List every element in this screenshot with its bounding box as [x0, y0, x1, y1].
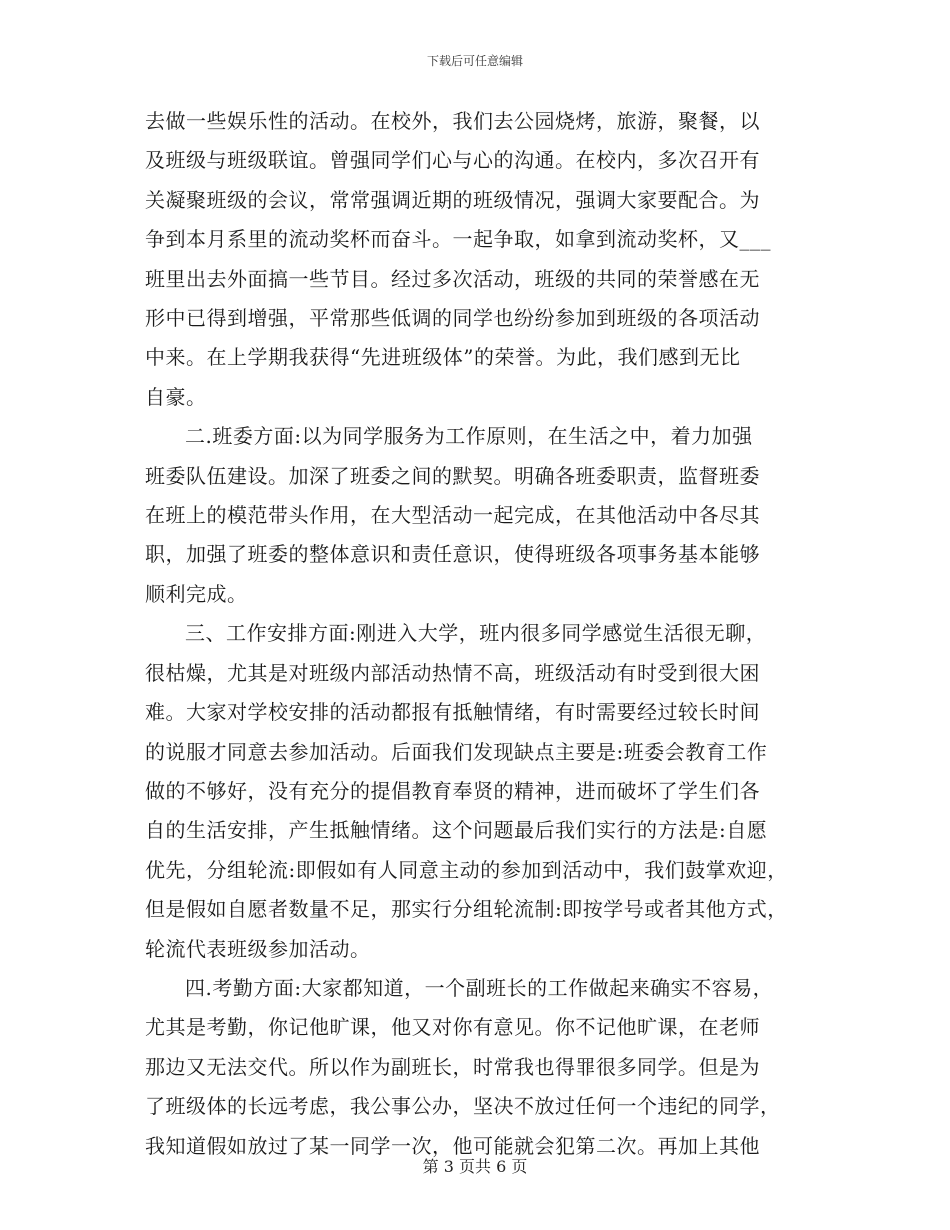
- paragraph-4: [145, 969, 815, 1166]
- text-line: 很枯燥，尤其是对班级内部活动热情不高，班级活动有时受到很大困: [145, 660, 760, 685]
- text-line: 我知道假如放过了某一同学一次，他可能就会犯第二次。再加上其他: [145, 1133, 760, 1158]
- page-header: 下载后可任意编辑: [426, 54, 523, 68]
- page-footer: 第 3 页共 6 页: [422, 1157, 528, 1176]
- text-line: 难。大家对学校安排的活动都报有抵触情绪，有时需要经过较长时间: [145, 700, 760, 725]
- paragraph-2: [145, 417, 815, 614]
- text-line: 三、工作安排方面:刚进入大学，班内很多同学感觉生活很无聊，: [185, 621, 767, 646]
- text-line: 二.班委方面:以为同学服务为工作原则，在生活之中，着力加强: [185, 424, 753, 449]
- text-line: 去做一些娱乐性的活动。在校外，我们去公园烧烤，旅游，聚餐，以: [145, 109, 760, 133]
- text-line: 轮流代表班级参加活动。: [145, 936, 371, 961]
- text-line: 四.考勤方面:大家都知道，一个副班长的工作做起来确实不容易，: [185, 975, 774, 1000]
- text-line: 中来。在上学期我获得“先进班级体”的荣誉。为此，我们感到无比: [145, 345, 741, 370]
- text-line: 尤其是考勤，你记他旷课，他又对你有意见。你不记他旷课，在老师: [145, 1015, 760, 1040]
- text-line: 在班上的模范带头作用，在大型活动一起完成，在其他活动中各尽其: [145, 503, 760, 528]
- text-line: 形中已得到增强，平常那些低调的同学也纷纷参加到班级的各项活动: [145, 306, 760, 331]
- text-line: 了班级体的长远考虑，我公事公办，坚决不放过任何一个违纪的同学，: [145, 1094, 781, 1119]
- text-line: 关凝聚班级的会议，常常强调近期的班级情况，强调大家要配合。为: [145, 187, 760, 212]
- text-line: 的说服才同意去参加活动。后面我们发现缺点主要是:班委会教育工作: [145, 739, 768, 764]
- text-line: 那边又无法交代。所以作为副班长，时常我也得罪很多同学。但是为: [145, 1054, 760, 1079]
- paragraph-1: [145, 102, 815, 417]
- text-line: 争到本月系里的流动奖杯而奋斗。一起争取，如拿到流动奖杯，又___: [145, 227, 771, 252]
- paragraph-3: [145, 614, 815, 969]
- text-line: 但是假如自愿者数量不足，那实行分组轮流制:即按学号或者其他方式，: [145, 897, 788, 922]
- text-line: 自豪。: [145, 384, 207, 409]
- text-line: 做的不够好，没有充分的提倡教育奉贤的精神，进而破坏了学生们各: [145, 778, 760, 803]
- text-line: 班委队伍建设。加深了班委之间的默契。明确各班委职责，监督班委: [145, 463, 760, 488]
- text-line: 自的生活安排，产生抵触情绪。这个问题最后我们实行的方法是:自愿: [145, 818, 768, 843]
- document-body: [145, 102, 815, 1166]
- text-line: 及班级与班级联谊。曾强同学们心与心的沟通。在校内，多次召开有: [145, 148, 760, 173]
- text-line: 职，加强了班委的整体意识和责任意识，使得班级各项事务基本能够: [145, 542, 760, 567]
- text-line: 顺利完成。: [145, 581, 248, 606]
- text-line: 班里出去外面搞一些节目。经过多次活动，班级的共同的荣誉感在无: [145, 266, 760, 291]
- text-line: 优先，分组轮流:即假如有人同意主动的参加到活动中，我们鼓掌欢迎，: [145, 857, 788, 882]
